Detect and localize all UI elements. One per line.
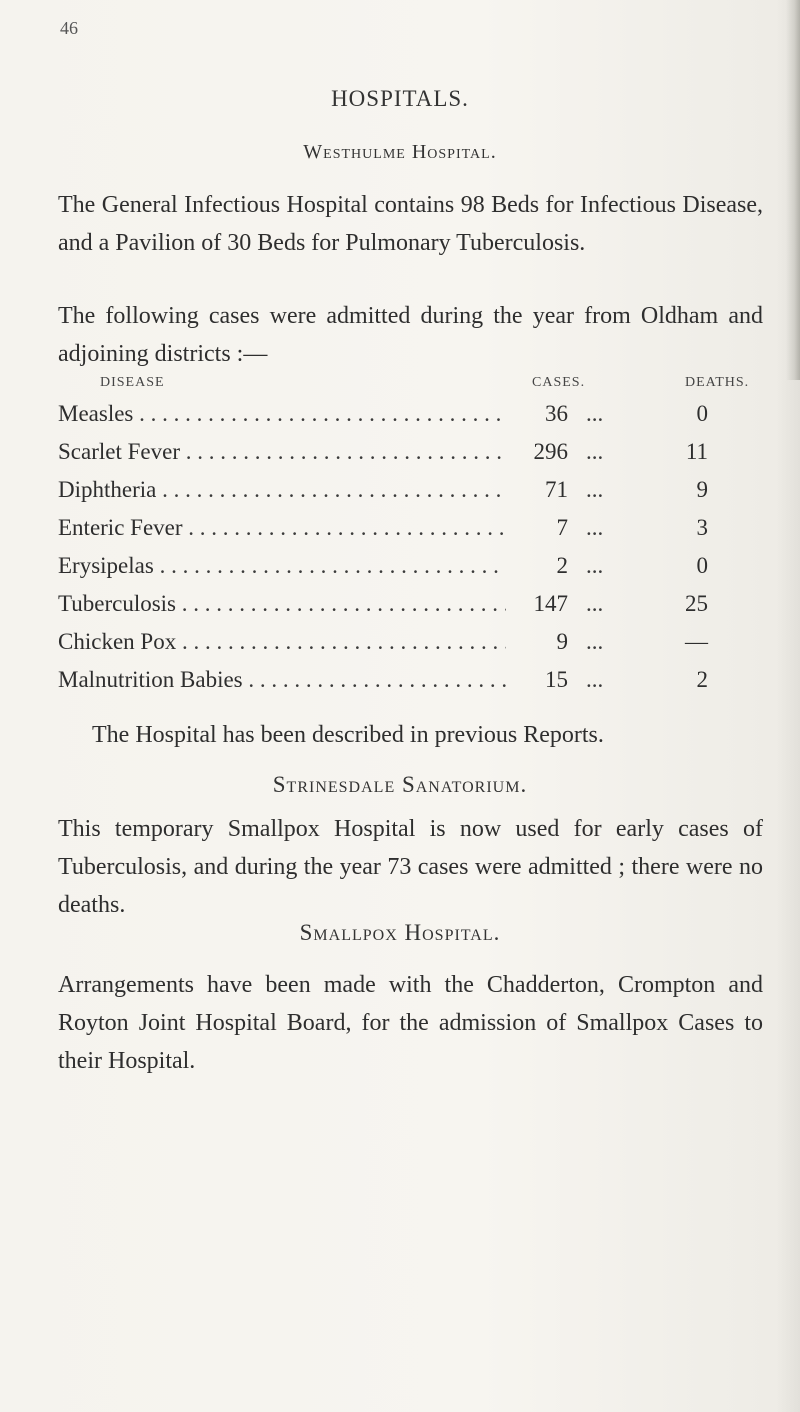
table-row xyxy=(58,667,783,705)
strinesdale-paragraph: This temporary Smallpox Hospital is now used for early cases of Tuberculosis, and during the year 73 cases were admitted ; there were no deaths. xyxy=(58,816,763,918)
cases-cell: 9 xyxy=(556,629,568,654)
disease-cell: Enteric Fever . . . xyxy=(58,515,506,541)
disease-cell: Scarlet Fever . . . xyxy=(58,439,506,465)
table-row xyxy=(58,401,783,439)
leader-dots: ... xyxy=(586,629,604,654)
deaths-cell: 0 xyxy=(696,401,708,426)
disease-cell: Malnutrition Babies . . . xyxy=(58,667,506,693)
page-number: 46 xyxy=(60,18,78,38)
cases-cell: 15 xyxy=(545,667,568,692)
smallpox-paragraph: Arrangements have been made with the Chadderton, Crompton and Royton Joint Hospital Board, for the admission of Smallpox Cases to their Hospital. xyxy=(58,972,763,1074)
table-row xyxy=(58,553,783,591)
cases-cell: 147 xyxy=(533,591,568,616)
table-row xyxy=(58,477,783,515)
page-edge-shadow xyxy=(786,0,800,380)
cases-cell: 296 xyxy=(533,439,568,464)
table-row xyxy=(58,591,783,629)
cases-cell: 7 xyxy=(556,515,568,540)
leader-dots: ... xyxy=(586,439,604,464)
deaths-cell: 9 xyxy=(696,477,708,502)
deaths-cell: 2 xyxy=(696,667,708,692)
leader-dots: ... xyxy=(586,515,604,540)
header-cases: CASES. xyxy=(532,375,586,390)
deaths-cell: 25 xyxy=(685,591,708,616)
table-header-row xyxy=(58,365,783,401)
table-row xyxy=(58,515,783,553)
deaths-cell: 0 xyxy=(696,553,708,578)
deaths-cell: 11 xyxy=(685,439,708,464)
leader-dots: ... xyxy=(586,401,604,426)
cases-cell: 71 xyxy=(545,477,568,502)
westhulme-intro-paragraph: The General Infectious Hospital contains 98 Beds for Infectious Disease, and a Pavilion of 30 Beds for Pulmonary Tuberculosis. xyxy=(58,192,763,256)
leader-dots: ... xyxy=(586,667,604,692)
table-row xyxy=(58,629,783,667)
header-disease: DISEASE xyxy=(100,375,165,390)
strinesdale-heading: Strinesdale Sanatorium. xyxy=(272,772,528,797)
admissions-intro-paragraph: The following cases were admitted during the year from Oldham and adjoining districts :— xyxy=(58,303,763,367)
deaths-cell: — xyxy=(685,629,708,654)
leader-dots: ... xyxy=(586,553,604,578)
disease-cell: Diphtheria . . . xyxy=(58,477,506,503)
table-row xyxy=(58,439,783,477)
page-title: HOSPITALS. xyxy=(331,86,469,111)
cases-cell: 2 xyxy=(556,553,568,578)
westhulme-heading: Westhulme Hospital. xyxy=(303,141,497,163)
smallpox-heading: Smallpox Hospital. xyxy=(299,920,501,945)
cases-cell: 36 xyxy=(545,401,568,426)
deaths-cell: 3 xyxy=(696,515,708,540)
disease-cell: Erysipelas . . . xyxy=(58,553,506,579)
header-deaths: DEATHS. xyxy=(685,375,750,390)
disease-cell: Chicken Pox . . . xyxy=(58,629,506,655)
hospital-note: The Hospital has been described in previous Reports. xyxy=(92,722,604,748)
leader-dots: ... xyxy=(586,477,604,502)
admissions-table xyxy=(58,365,783,705)
leader-dots: ... xyxy=(586,591,604,616)
disease-cell: Tuberculosis . . . xyxy=(58,591,506,617)
disease-cell: Measles . . . xyxy=(58,401,506,427)
